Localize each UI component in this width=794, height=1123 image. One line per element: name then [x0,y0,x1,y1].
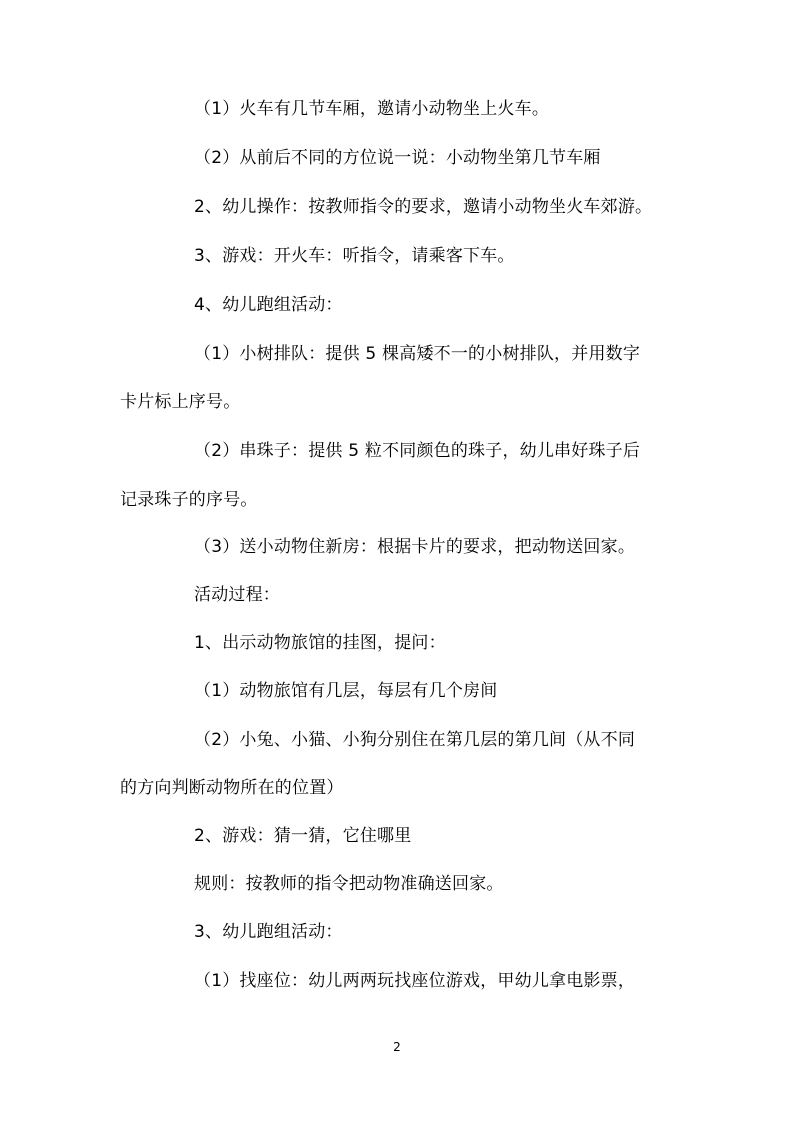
text-line: （1）火车有几节车厢，邀请小动物坐上火车。 [194,99,550,119]
text-line: 活动过程： [194,585,280,605]
text-line: 3、幼儿跑组活动： [194,922,343,942]
page-number: 2 [393,1040,401,1054]
text-line: 的方向判断动物所在的位置） [120,778,344,798]
text-line: （1）小树排队：提供 5 棵高矮不一的小树排队，并用数字 [194,344,641,364]
text-line: （1）找座位：幼儿两两玩找座位游戏，甲幼儿拿电影票， [194,971,636,991]
text-line: （2）从前后不同的方位说一说：小动物坐第几节车厢 [194,148,601,168]
text-line: （2）串珠子：提供 5 粒不同颜色的珠子，幼儿串好珠子后 [194,441,641,461]
text-line: 卡片标上序号。 [120,392,241,412]
text-line: 记录珠子的序号。 [120,490,258,510]
text-line: 规则：按教师的指令把动物准确送回家。 [194,874,504,894]
text-line: 4、幼儿跑组活动： [194,295,343,315]
text-line: （1）动物旅馆有几层，每层有几个房间 [194,681,498,701]
text-line: 2、幼儿操作：按教师指令的要求，邀请小动物坐火车郊游。 [194,197,653,217]
text-line: 3、游戏：开火车：听指令，请乘客下车。 [194,246,515,266]
text-line: 2、游戏：猜一猜，它住哪里 [194,826,412,846]
text-line: 1、出示动物旅馆的挂图，提问： [194,633,446,653]
text-line: （2）小兔、小猫、小狗分别住在第几层的第几间（从不同 [194,730,636,750]
text-line: （3）送小动物住新房：根据卡片的要求，把动物送回家。 [194,537,636,557]
